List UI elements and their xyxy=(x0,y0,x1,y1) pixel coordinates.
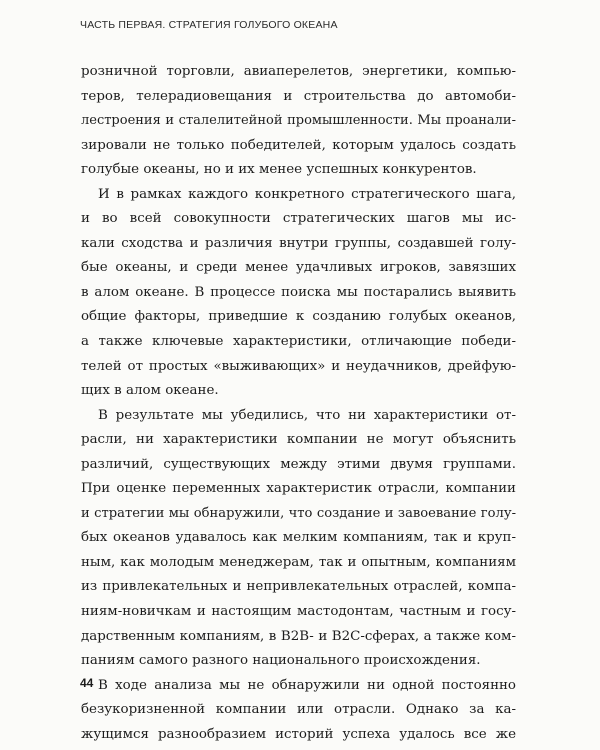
text-line: щих в алом океане. xyxy=(81,383,219,399)
text-line: В результате мы убедились, что ни характеристики от- xyxy=(98,407,516,423)
text-line: В ходе анализа мы не обнаружили ни одной постоянно xyxy=(98,677,516,693)
body-text xyxy=(81,60,516,747)
text-line: лестроения и сталелитейной промышленности. Мы проанали- xyxy=(81,113,516,129)
text-line: дарственным компаниям, в B2B- и B2C-сферах, а также ком- xyxy=(81,628,516,644)
text-line: кали сходства и различия внутри группы, создавшей голу- xyxy=(81,235,516,251)
text-line: розничной торговли, авиаперелетов, энергетики, компью- xyxy=(81,64,516,79)
text-line: При оценке переменных характеристик отрасли, компании xyxy=(81,481,516,497)
text-line: теров, телерадиовещания и строительства до автомоби- xyxy=(81,88,516,104)
text-line: из привлекательных и непривлекательных отраслей, компа- xyxy=(81,579,516,595)
text-line: бые океаны, и среди менее удачливых игроков, завязших xyxy=(81,260,516,276)
text-line: а также ключевые характеристики, отличающие победи- xyxy=(81,334,516,350)
running-header: ЧАСТЬ ПЕРВАЯ. СТРАТЕГИЯ ГОЛУБОГО ОКЕАНА xyxy=(80,19,338,31)
text-line: бых океанов удавалось как мелким компаниям, так и круп- xyxy=(81,530,516,546)
text-line: и стратегии мы обнаружили, что создание и завоевание голу- xyxy=(81,505,516,521)
page-number: 44 xyxy=(80,676,94,690)
text-line: зировали не только победителей, которым удалось создать xyxy=(81,137,516,153)
text-line: расли, ни характеристики компании не могут объяснить xyxy=(81,432,516,448)
text-line: голубые океаны, но и их менее успешных конкурентов. xyxy=(81,162,477,178)
text-line: ным, как молодым менеджерам, так и опытным, компаниям xyxy=(81,554,516,570)
text-line: в алом океане. В процессе поиска мы постарались выявить xyxy=(81,284,516,300)
text-line: общие факторы, приведшие к созданию голубых океанов, xyxy=(81,309,516,325)
text-line: жущимся разнообразием историй успеха удалось все же xyxy=(81,726,516,742)
text-line: ниям-новичкам и настоящим мастодонтам, частным и госу- xyxy=(81,604,516,620)
text-line: паниям самого разного национального происхождения. xyxy=(81,653,481,669)
text-line: И в рамках каждого конкретного стратегического шага, xyxy=(98,186,516,202)
text-line: безукоризненной компании или отрасли. Однако за ка- xyxy=(81,702,516,718)
text-line: и во всей совокупности стратегических шагов мы ис- xyxy=(81,211,516,227)
text-line: различий, существующих между этими двумя группами. xyxy=(81,456,516,472)
text-line: телей от простых «выживающих» и неудачников, дрейфую- xyxy=(81,358,516,374)
